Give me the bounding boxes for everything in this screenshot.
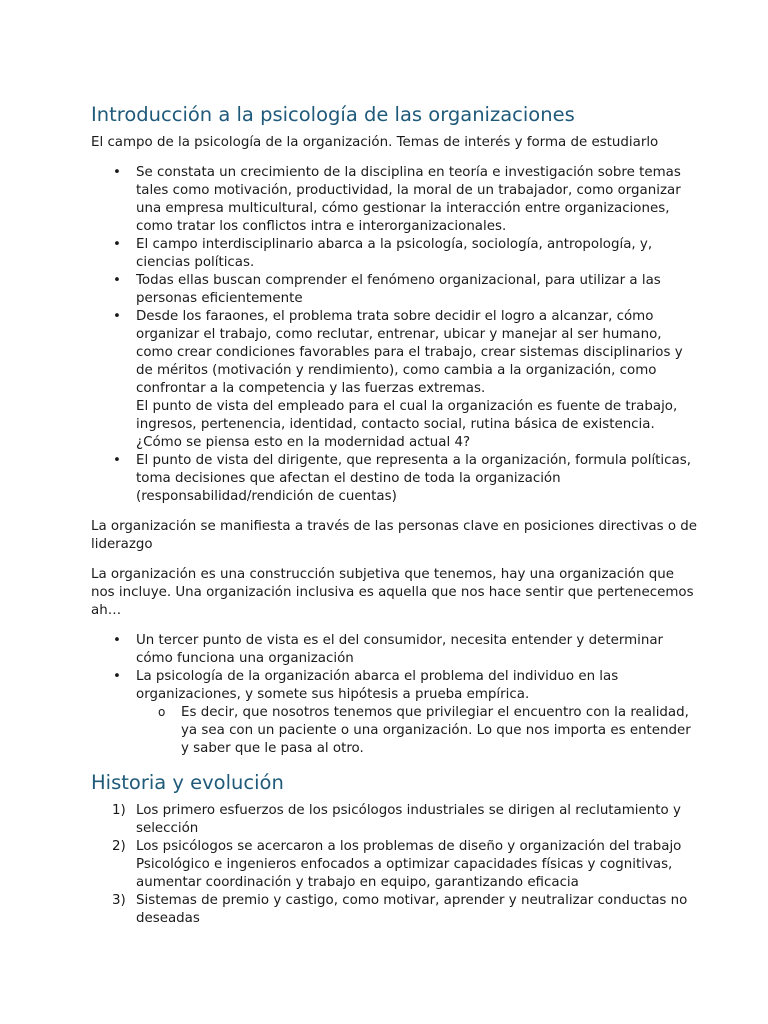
list-item bbox=[91, 308, 698, 452]
section-title-historia: Historia y evolución bbox=[91, 771, 284, 794]
bullet-list-1 bbox=[91, 164, 698, 506]
list-item: • Se constata un crecimiento de la disciplina en teoría e investigación sobre temas tales como motivación, productividad, la moral de un trabajador, como organizar una empresa multicultural, cómo gestionar la interacción entre organizaciones, como tratar los conflictos intra e interorganizacionales. bbox=[91, 164, 698, 236]
section-subtitle: El campo de la psicología de la organización. Temas de interés y forma de estudiarlo bbox=[91, 135, 659, 150]
numbered-item bbox=[91, 838, 698, 892]
list-item: • Un tercer punto de vista es el del consumidor, necesita entender y determinar cómo funciona una organización bbox=[91, 632, 698, 668]
list-item-text: La psicología de la organización abarca el problema del individuo en las organizaciones, y somete sus hipótesis a prueba empírica. bbox=[136, 669, 619, 702]
numbered-item bbox=[91, 802, 698, 838]
sub-bullet-list bbox=[136, 704, 698, 758]
list-item-continuation: El punto de vista del empleado para el cual la organización es fuente de trabajo, ingresos, pertenencia, identidad, contacto social, rutina básica de existencia. ¿Cómo se piensa esto en la modernidad actual 4? bbox=[136, 399, 678, 450]
item-text: Los primero esfuerzos de los psicólogos industriales se dirigen al reclutamiento y selección bbox=[136, 803, 681, 836]
paragraph: La organización se manifiesta a través de las personas clave en posiciones directivas o de liderazgo bbox=[91, 519, 698, 552]
list-item bbox=[91, 668, 698, 758]
item-number: 1) bbox=[112, 803, 126, 818]
list-item: • El punto de vista del dirigente, que representa a la organización, formula políticas, toma decisiones que afectan el destino de toda la organización (responsabilidad/rendición de cuentas) bbox=[91, 452, 698, 506]
bullet-list-2 bbox=[91, 632, 698, 758]
item-text: Los psicólogos se acercaron a los problemas de diseño y organización del trabajo Psicológico e ingenieros enfocados a optimizar capacidades físicas y cognitivas, aumentar coordinación y trabajo en equipo, garantizando eficacia bbox=[136, 839, 682, 890]
list-item: • Todas ellas buscan comprender el fenómeno organizacional, para utilizar a las personas eficientemente bbox=[91, 272, 698, 308]
section-title-introduccion: Introducción a la psicología de las organizaciones bbox=[91, 103, 575, 126]
list-item-text: Desde los faraones, el problema trata sobre decidir el logro a alcanzar, cómo organizar el trabajo, como reclutar, entrenar, ubicar y manejar al ser humano, como crear condiciones favorables para el trabajo, crear sistemas disciplinarios y de méritos (motivación y rendimiento), como cambia a la organización, como confrontar a la competencia y las fuerzas extremas. bbox=[136, 309, 683, 396]
list-item: • El campo interdisciplinario abarca a la psicología, sociología, antropología, y, ciencias políticas. bbox=[91, 236, 698, 272]
numbered-list bbox=[91, 802, 698, 928]
item-number: 3) bbox=[112, 893, 126, 908]
item-number: 2) bbox=[112, 839, 126, 854]
item-text: Sistemas de premio y castigo, como motivar, aprender y neutralizar conductas no deseadas bbox=[136, 893, 688, 926]
sub-list-item: o Es decir, que nosotros tenemos que privilegiar el encuentro con la realidad, ya sea con un paciente o una organización. Lo que nos importa es entender y saber que le pasa al otro. bbox=[136, 704, 698, 758]
paragraph: La organización es una construcción subjetiva que tenemos, hay una organización que nos incluye. Una organización inclusiva es aquella que nos hace sentir que pertenecemos ah… bbox=[91, 567, 694, 618]
numbered-item bbox=[91, 892, 698, 928]
